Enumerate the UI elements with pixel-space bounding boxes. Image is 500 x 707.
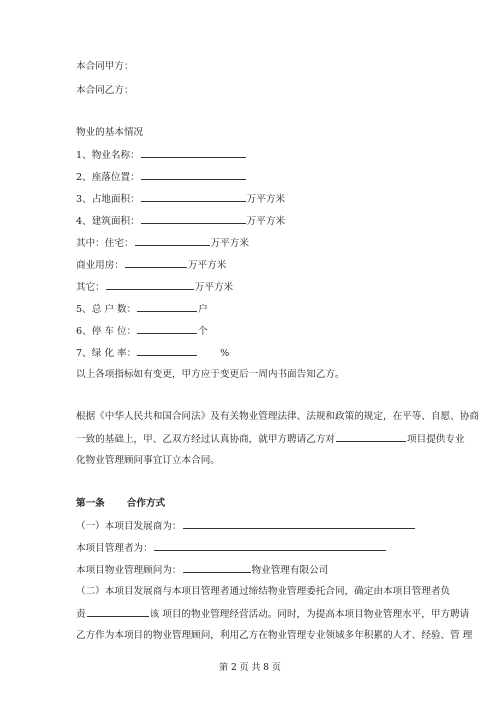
clause-2-line-2-end: 该 项目的物业管理经营活动。同时，为提高本项目物业管理水平，甲方聘请 [149,609,470,620]
green-blank [137,346,197,356]
parking-label: 6、停 车 位： [76,326,137,337]
intro-line-3: 化物业管理顾问事宜订立本合同。 [76,455,220,466]
clause-2-line-1: （二）本项目发展商与本项目管理者通过缔结物业管理委托合同，确定由本项目管理者负 [76,586,451,597]
land-area-row [76,192,285,207]
location-blank [141,170,246,180]
consultant-label: 本项目物业管理顾问为： [76,565,182,576]
property-name-label: 1、物业名称： [76,150,140,161]
residential-row [76,236,249,251]
residential-unit: 万平方米 [210,238,249,249]
project-name-blank [336,432,406,442]
green-unit: % [220,348,230,359]
location-row [76,170,247,185]
section-title: 物业的基本情况 [76,127,144,138]
commercial-unit: 万平方米 [187,260,227,271]
households-unit: 户 [198,304,208,315]
other-blank [106,280,194,290]
clause-2-blank [87,607,149,617]
other-row [76,280,233,295]
property-name-blank [141,148,246,158]
households-blank [137,302,197,312]
consultant-blank [183,563,251,573]
article-1-title: 合作方式 [126,498,166,509]
households-row [76,302,208,317]
property-name-row [76,148,247,163]
land-area-label: 3、占地面积： [76,194,140,205]
consultant-suffix: 物业管理有限公司 [251,565,329,576]
households-label: 5、总 户 数： [76,304,137,315]
building-area-blank [141,214,246,224]
residential-label: 其中：住宅： [76,238,134,249]
building-area-row [76,214,285,229]
party-a-line [76,60,134,74]
building-area-label: 4、建筑面积： [76,216,140,227]
green-row [76,346,229,361]
intro-line-2 [76,432,465,447]
commercial-blank [125,258,187,268]
article-1-number: 第一条 [76,498,105,509]
change-notice: 以上各项指标如有变更，甲方应于变更后一周内书面告知乙方。 [76,369,345,380]
parking-unit: 个 [198,326,208,337]
manager-blank [154,541,386,551]
developer-row [76,519,416,534]
green-label: 7、绿 化 率： [76,348,137,359]
party-b-label: 本合同乙方： [76,85,134,96]
intro-line-2-start: 一致的基础上，甲、乙双方经过认真协商，就甲方聘请乙方对 [76,434,336,445]
parking-blank [137,324,197,334]
location-label: 2、座落位置： [76,172,140,183]
intro-line-1: 根据《中华人民共和国合同法》及有关物业管理法律、法规和政策的规定，在平等、自愿、协商 [76,411,479,422]
commercial-row [76,258,226,273]
consultant-row [76,563,328,578]
article-1-heading [76,497,165,511]
residential-blank [135,236,210,246]
developer-blank [183,519,415,529]
clause-2-line-2 [76,607,469,622]
other-unit: 万平方米 [194,282,234,293]
clause-2-line-3: 乙方作为本项目的物业管理顾问，利用乙方在物业管理专业领域多年积累的人才、经验、管 理 [76,630,473,641]
land-area-blank [141,192,246,202]
party-a-label: 本合同甲方： [76,61,134,72]
developer-label: （一）本项目发展商为： [76,521,182,532]
parking-row [76,324,208,339]
clause-2-line-2-start: 责 [76,609,86,620]
party-b-line [76,84,134,98]
building-area-unit: 万平方米 [246,216,286,227]
manager-row [76,541,387,556]
intro-line-2-end: 项目提供专业 [407,434,465,445]
page-footer: 第 2 页 共 8 页 [219,663,281,673]
manager-label: 本项目管理者为： [76,543,153,554]
land-area-unit: 万平方米 [246,194,286,205]
commercial-label: 商业用房： [76,260,124,271]
other-label: 其它： [76,282,105,293]
